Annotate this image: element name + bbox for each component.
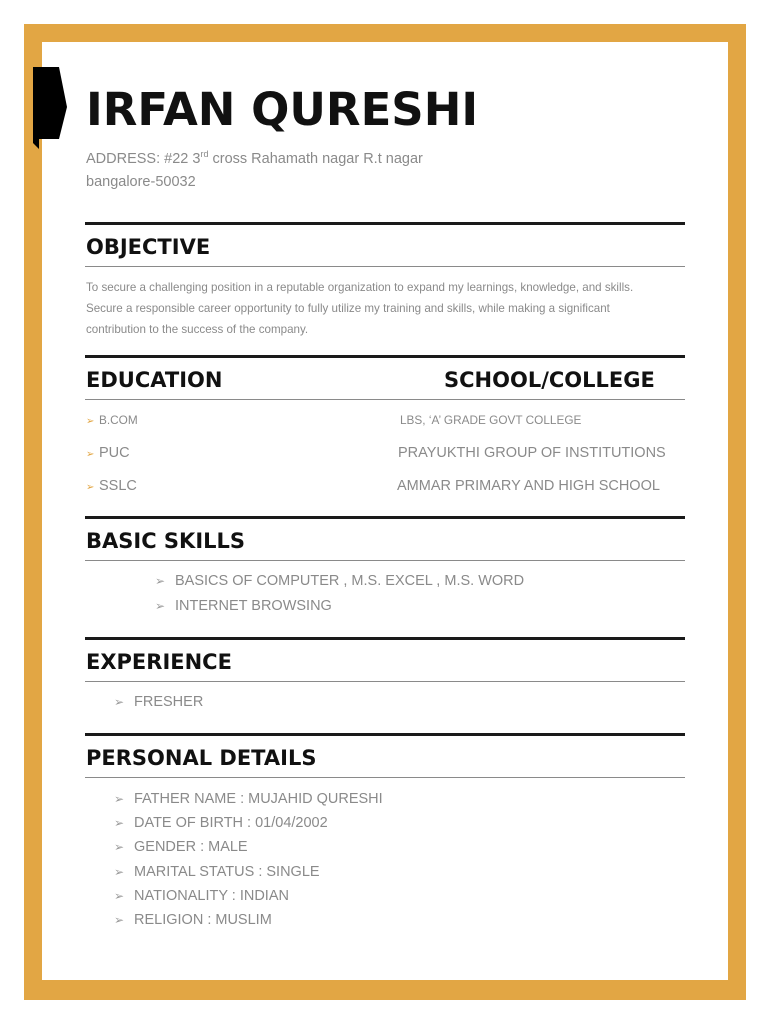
- personal-label: NATIONALITY : INDIAN: [134, 888, 289, 904]
- personal-section-header: [85, 733, 685, 778]
- arrow-bullet-icon: ➢: [114, 889, 125, 903]
- address-rest: cross Rahamath nagar R.t nagar: [208, 150, 423, 167]
- address-prefix: ADDRESS: #22 3: [86, 150, 201, 167]
- degree-label: SSLC: [99, 478, 137, 494]
- experience-item-1: [114, 694, 203, 710]
- education-title-right: SCHOOL/COLLEGE: [444, 368, 655, 392]
- skill-item-2: [155, 598, 332, 614]
- objective-title: OBJECTIVE: [86, 235, 211, 259]
- education-degree-1: [86, 413, 138, 427]
- education-degree-2: [86, 445, 130, 461]
- address-line2: bangalore-50032: [86, 173, 196, 190]
- skill-item-1: [155, 573, 524, 589]
- objective-line2: Secure a responsible career opportunity to fully utilize my training and skills, while making a significant: [86, 302, 610, 315]
- personal-item-2: [114, 815, 328, 831]
- experience-title: EXPERIENCE: [86, 650, 232, 674]
- degree-label: B.COM: [99, 413, 138, 427]
- education-section-header: [85, 355, 685, 400]
- arrow-bullet-icon: ➢: [86, 416, 95, 427]
- arrow-bullet-icon: ➢: [114, 865, 125, 879]
- personal-item-1: [114, 791, 383, 807]
- personal-label: DATE OF BIRTH : 01/04/2002: [134, 815, 328, 831]
- education-title-left: EDUCATION: [86, 368, 223, 392]
- arrow-bullet-icon: ➢: [86, 482, 95, 493]
- experience-section-header: [85, 637, 685, 682]
- arrow-bullet-icon: ➢: [114, 792, 125, 806]
- experience-label: FRESHER: [134, 694, 204, 710]
- arrow-bullet-icon: ➢: [114, 695, 125, 709]
- personal-label: GENDER : MALE: [134, 839, 248, 855]
- thin-rule: [85, 681, 685, 682]
- black-tab-marker: [33, 67, 67, 149]
- education-school-2: PRAYUKTHI GROUP OF INSTITUTIONS: [398, 445, 666, 461]
- objective-line3: contribution to the success of the company.: [86, 323, 309, 336]
- arrow-bullet-icon: ➢: [114, 840, 125, 854]
- objective-section-header: [85, 222, 685, 267]
- personal-item-6: [114, 912, 272, 928]
- skills-section-header: [85, 516, 685, 561]
- address: [86, 143, 506, 194]
- thin-rule: [85, 777, 685, 778]
- arrow-bullet-icon: ➢: [114, 816, 125, 830]
- skill-label: BASICS OF COMPUTER , M.S. EXCEL , M.S. WORD: [175, 573, 525, 589]
- personal-item-5: [114, 888, 289, 904]
- objective-line1: To secure a challenging position in a reputable organization to expand my learnings, knowledge, and skills.: [86, 281, 634, 294]
- education-school-3: AMMAR PRIMARY AND HIGH SCHOOL: [397, 478, 660, 494]
- education-school-1: LBS, ‘A’ GRADE GOVT COLLEGE: [400, 413, 582, 427]
- skills-title: BASIC SKILLS: [86, 529, 246, 553]
- education-degree-3: [86, 478, 137, 494]
- thin-rule: [85, 560, 685, 561]
- arrow-bullet-icon: ➢: [86, 449, 95, 460]
- degree-label: PUC: [99, 445, 130, 461]
- arrow-bullet-icon: ➢: [114, 913, 125, 927]
- skill-label: INTERNET BROWSING: [175, 598, 332, 614]
- objective-text: [86, 277, 686, 340]
- personal-label: FATHER NAME : MUJAHID QURESHI: [134, 791, 383, 807]
- personal-item-4: [114, 864, 320, 880]
- thin-rule: [85, 266, 685, 267]
- education-title: [85, 358, 685, 399]
- arrow-bullet-icon: ➢: [155, 574, 166, 588]
- personal-label: RELIGION : MUSLIM: [134, 912, 272, 928]
- personal-item-3: [114, 839, 248, 855]
- personal-title: PERSONAL DETAILS: [86, 746, 317, 770]
- personal-label: MARITAL STATUS : SINGLE: [134, 864, 320, 880]
- resume-name: IRFAN QURESHI: [86, 83, 479, 136]
- address-superscript: rd: [200, 149, 209, 159]
- arrow-bullet-icon: ➢: [155, 599, 166, 613]
